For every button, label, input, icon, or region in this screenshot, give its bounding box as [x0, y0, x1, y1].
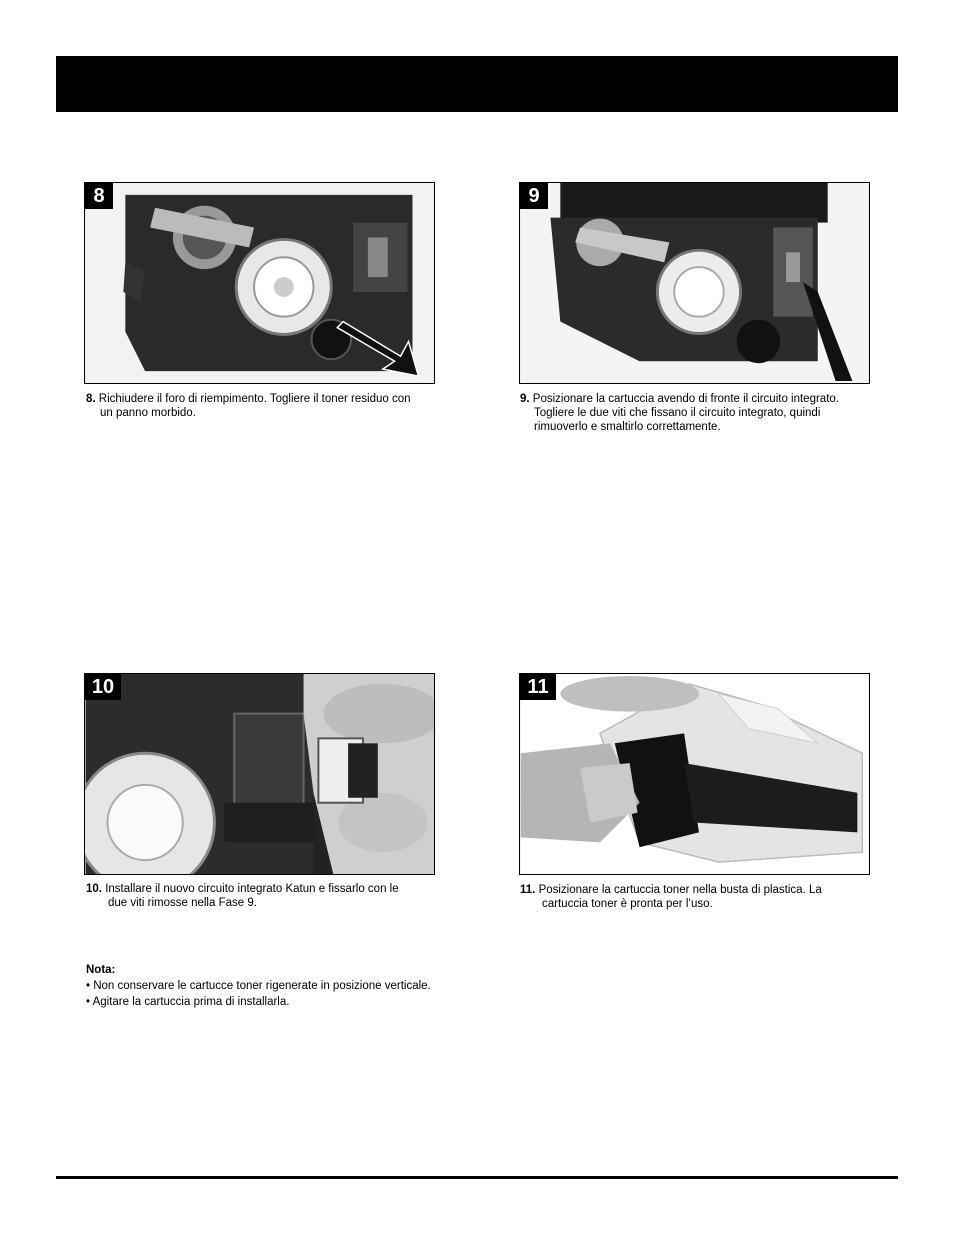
- step-9-line-1: Posizionare la cartuccia avendo di fronte il circuito integrato.: [532, 393, 839, 405]
- step-8-caption: [86, 392, 411, 420]
- step-11-caption: [520, 883, 822, 911]
- cartridge-chip-side-image: [520, 183, 869, 383]
- cartridge-gear-side-image: [85, 183, 434, 383]
- chip-installation-image: [85, 674, 434, 874]
- step-8-badge: 8: [85, 183, 113, 209]
- step-11-number: 11.: [520, 884, 536, 896]
- step-11-line-2: cartuccia toner è pronta per l’uso.: [542, 898, 713, 910]
- step-8-line-1: Richiudere il foro di riempimento. Togliere il toner residuo con: [98, 393, 411, 405]
- step-9-number: 9.: [520, 393, 530, 405]
- step-10-line-1: Installare il nuovo circuito integrato Katun e fissarlo con le: [105, 883, 399, 895]
- step-8-number: 8.: [86, 393, 96, 405]
- step-10-number: 10.: [86, 883, 102, 895]
- step-9-badge: 9: [520, 183, 548, 209]
- footer-rule: [56, 1176, 898, 1179]
- step-8-line-2: un panno morbido.: [100, 407, 196, 419]
- step-9-line-2: Togliere le due viti che fissano il circuito integrato, quindi: [534, 407, 821, 419]
- step-11-photo: [519, 673, 870, 875]
- note-bullet-2: • Agitare la cartuccia prima di installarla.: [86, 996, 290, 1008]
- step-10-caption: [86, 882, 399, 910]
- header-bar: [56, 56, 898, 112]
- note-block: [86, 962, 431, 1010]
- step-10-line-2: due viti rimosse nella Fase 9.: [108, 897, 257, 909]
- cartridge-bag-image: [520, 674, 869, 874]
- step-9-photo: [519, 182, 870, 384]
- step-8-photo: [84, 182, 435, 384]
- step-10-badge: 10: [85, 674, 121, 700]
- step-10-photo: [84, 673, 435, 875]
- note-title: Nota:: [86, 964, 116, 976]
- step-11-badge: 11: [520, 674, 556, 700]
- note-bullet-1: • Non conservare le cartucce toner rigenerate in posizione verticale.: [86, 980, 431, 992]
- step-11-line-1: Posizionare la cartuccia toner nella busta di plastica. La: [538, 884, 822, 896]
- step-9-line-3: rimuoverlo e smaltirlo correttamente.: [534, 421, 721, 433]
- step-9-caption: [520, 392, 839, 434]
